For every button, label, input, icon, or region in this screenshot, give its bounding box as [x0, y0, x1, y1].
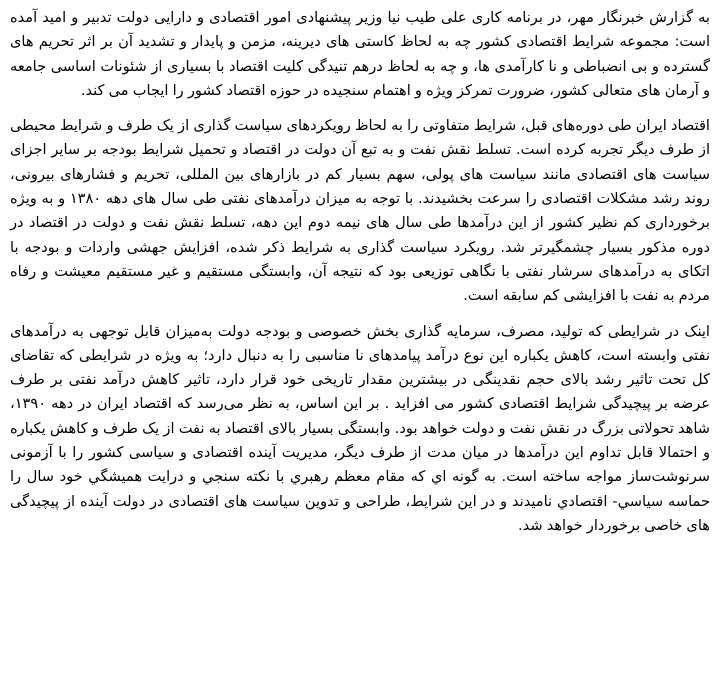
article-paragraph-3: اینک در شرایطی که تولید، مصرف، سرمایه گذاری بخش خصوصی و بودجه دولت به‌میزان قابل توجهی به درآمدهای نفتی وابسته است، کاهش یکباره این نوع درآمد پیامدهای نا مناسبی را به دنبال دارد؛ به ویژه در شرایطی که تقاضای کل تحت تاثیر رشد بالای حجم نقدینگی در بیشترین مقدار تاریخی خود قرار دارد، تاثیر کاهش درآمد نفتی بر طرف عرضه بر پیچیدگی شرایط اقتصادی کشور می افزاید . بر این اساس، به نظر می‌رسد که اقتصاد ایران در دهه ۱۳۹۰، شاهد تحولاتی بزرگ در نقش نفت و دولت خواهد بود. وابستگی بسیار بالای اقتصاد به نفت از یک طرف و کاهش یکباره و احتمالا قابل تداوم این درآمدها در میان مدت از طرف دیگر، مدیریت آینده اقتصادی و سیاسی کشور را با آزمونی سرنوشت‌ساز مواجه ساخته است. به گونه اي كه مقام معظم رهبري با نكته سنجي و درايت هميشگي خود سال را حماسه سياسي- اقتصادي ناميدند و در اين شرايط، طراحی و تدوین سیاست های اقتصادی در دولت آینده از پیچیدگی های خاصی برخوردار خواهد شد. [10, 322, 710, 534]
article-paragraph-1: به گزارش خبرنگار مهر، در برنامه کاری علی طیب نیا وزیر پیشنهادی امور اقتصادی و دارایی دولت تدبیر و امید آمده است: مجموعه شرایط اقتصادی کشور چه به لحاظ کاستی های دیرینه، مزمن و پایدار و تشدید آن بر اثر تحریم های گسترده و بی انضباطی و نا کارآمدی ها، و چه به لحاظ درهم تنیدگی کلیت اقتصاد با بسیاری از شئونات اساسی جامعه و آرمان های متعالی کشور، ضرورت تمرکز ویژه و اهتمام سنجیده در حوزه اقتصاد کشور را ایجاب می کند. [10, 9, 710, 99]
article-paragraph-2: اقتصاد ایران طی دوره‌های قبل، شرایط متفاوتی را به لحاظ رویکردهای سیاست گذاری از یک طرف و شرایط محیطی از طرف دیگر تجربه کرده است. تسلط نقش نفت و به تبع آن دولت در اقتصاد و تحمیل شرایط بودجه بر سایر اجزای سیاست های اقتصادی مانند سیاست های پولی، سهم بسیار کم در بازارهای بین المللی، تحریم و فشارهای بیرونی، روند رشد مشکلات اقتصادی را سرعت بخشیدند. با توجه به میزان درآمدهای نفتی طی سال های دهه ۱۳۸۰ و به ویژه برخورداری کم نظیر کشور از این درآمدها طی سال های نیمه دوم این دهه، تسلط نقش نفت و دولت در اقتصاد در دوره مذکور بسیار چشمگیرتر شد. رویکرد سیاست گذاری به شرایط ذکر شده، افزایش جهشی واردات و بودجه با اتکای به درآمدهای سرشار نفتی با نگاهی توزیعی بود که نتیجه آن، وابستگی مستقیم و غیر مستقیم معیشت و رفاه مردم به نفت با افزایشی کم سابقه است. [10, 117, 710, 305]
